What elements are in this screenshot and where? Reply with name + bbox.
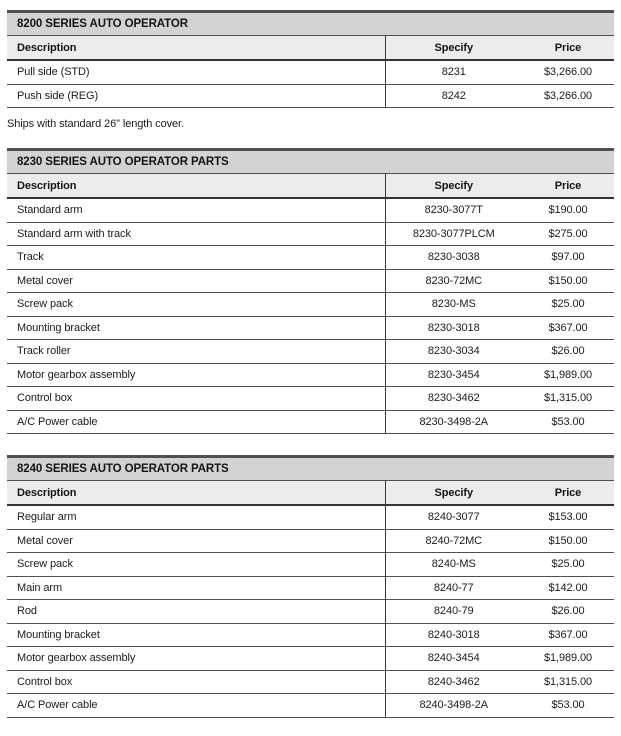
cell-specify: 8240-3454	[385, 647, 522, 671]
cell-description: A/C Power cable	[7, 694, 385, 718]
cell-price: $1,315.00	[522, 387, 614, 411]
table-row	[7, 340, 614, 364]
cell-specify: 8230-3038	[385, 246, 522, 270]
table-row	[7, 553, 614, 577]
cell-specify: 8230-3034	[385, 340, 522, 364]
table-row	[7, 293, 614, 317]
cell-price: $53.00	[522, 410, 614, 434]
cell-price: $26.00	[522, 340, 614, 364]
table-row	[7, 316, 614, 340]
cell-description: Pull side (STD)	[7, 60, 385, 84]
cell-price: $25.00	[522, 553, 614, 577]
column-header-specify: Specify	[385, 481, 522, 505]
cell-price: $26.00	[522, 600, 614, 624]
table-row	[7, 269, 614, 293]
cell-description: Track roller	[7, 340, 385, 364]
section-title-bar	[7, 148, 614, 174]
cell-description: Main arm	[7, 576, 385, 600]
table-header-row	[7, 36, 614, 60]
cell-specify: 8240-3018	[385, 623, 522, 647]
table-row	[7, 363, 614, 387]
cell-specify: 8240-3077	[385, 505, 522, 529]
table-row	[7, 84, 614, 108]
cell-description: Track	[7, 246, 385, 270]
cell-specify: 8230-3077PLCM	[385, 222, 522, 246]
cell-description: Mounting bracket	[7, 316, 385, 340]
cell-price: $1,315.00	[522, 670, 614, 694]
cell-specify: 8240-79	[385, 600, 522, 624]
cell-description: Standard arm with track	[7, 222, 385, 246]
column-header-specify: Specify	[385, 36, 522, 60]
cell-specify: 8242	[385, 84, 522, 108]
shipping-note: Ships with standard 26" length cover.	[7, 118, 184, 130]
table-header-row	[7, 174, 614, 198]
table-row	[7, 410, 614, 434]
cell-price: $275.00	[522, 222, 614, 246]
cell-specify: 8230-3018	[385, 316, 522, 340]
parts-table-8200	[7, 36, 614, 108]
cell-specify: 8240-3498-2A	[385, 694, 522, 718]
table-row	[7, 505, 614, 529]
cell-price: $367.00	[522, 623, 614, 647]
cell-description: A/C Power cable	[7, 410, 385, 434]
cell-price: $3,266.00	[522, 60, 614, 84]
table-row	[7, 246, 614, 270]
table-row	[7, 198, 614, 222]
cell-description: Rod	[7, 600, 385, 624]
cell-description: Metal cover	[7, 269, 385, 293]
cell-price: $142.00	[522, 576, 614, 600]
cell-specify: 8230-3462	[385, 387, 522, 411]
column-header-specify: Specify	[385, 174, 522, 198]
cell-description: Motor gearbox assembly	[7, 647, 385, 671]
column-header-price: Price	[522, 36, 614, 60]
cell-price: $190.00	[522, 198, 614, 222]
table-row	[7, 647, 614, 671]
table-row	[7, 387, 614, 411]
cell-description: Screw pack	[7, 553, 385, 577]
table-row	[7, 222, 614, 246]
cell-price: $1,989.00	[522, 363, 614, 387]
cell-price: $25.00	[522, 293, 614, 317]
cell-price: $153.00	[522, 505, 614, 529]
parts-table-8230	[7, 174, 614, 434]
column-header-price: Price	[522, 174, 614, 198]
cell-specify: 8230-3454	[385, 363, 522, 387]
section-title: 8200 SERIES AUTO OPERATOR	[17, 18, 188, 30]
column-header-price: Price	[522, 481, 614, 505]
cell-specify: 8230-72MC	[385, 269, 522, 293]
cell-description: Control box	[7, 670, 385, 694]
table-header-row	[7, 481, 614, 505]
cell-price: $3,266.00	[522, 84, 614, 108]
cell-specify: 8240-MS	[385, 553, 522, 577]
cell-description: Regular arm	[7, 505, 385, 529]
cell-price: $53.00	[522, 694, 614, 718]
table-row	[7, 623, 614, 647]
cell-specify: 8240-77	[385, 576, 522, 600]
cell-description: Mounting bracket	[7, 623, 385, 647]
cell-specify: 8230-3498-2A	[385, 410, 522, 434]
cell-specify: 8230-3077T	[385, 198, 522, 222]
series-8200-section	[7, 10, 614, 108]
section-gap	[7, 434, 614, 455]
cell-price: $150.00	[522, 269, 614, 293]
cell-specify: 8240-72MC	[385, 529, 522, 553]
cell-specify: 8230-MS	[385, 293, 522, 317]
cell-price: $1,989.00	[522, 647, 614, 671]
cell-price: $150.00	[522, 529, 614, 553]
cell-description: Metal cover	[7, 529, 385, 553]
section-title-bar	[7, 10, 614, 36]
cell-description: Screw pack	[7, 293, 385, 317]
cell-description: Motor gearbox assembly	[7, 363, 385, 387]
section-title: 8230 SERIES AUTO OPERATOR PARTS	[17, 156, 229, 168]
column-header-description: Description	[7, 174, 385, 198]
cell-description: Push side (REG)	[7, 84, 385, 108]
cell-description: Control box	[7, 387, 385, 411]
parts-table-8240	[7, 481, 614, 718]
column-header-description: Description	[7, 481, 385, 505]
column-header-description: Description	[7, 36, 385, 60]
series-8230-section	[7, 148, 614, 434]
cell-price: $367.00	[522, 316, 614, 340]
section-title: 8240 SERIES AUTO OPERATOR PARTS	[17, 463, 229, 475]
table-row	[7, 576, 614, 600]
series-8240-section	[7, 455, 614, 718]
table-row	[7, 600, 614, 624]
cell-description: Standard arm	[7, 198, 385, 222]
cell-specify: 8240-3462	[385, 670, 522, 694]
table-row	[7, 694, 614, 718]
table-row	[7, 60, 614, 84]
table-row	[7, 670, 614, 694]
section-title-bar	[7, 455, 614, 481]
cell-price: $97.00	[522, 246, 614, 270]
cell-specify: 8231	[385, 60, 522, 84]
table-row	[7, 529, 614, 553]
